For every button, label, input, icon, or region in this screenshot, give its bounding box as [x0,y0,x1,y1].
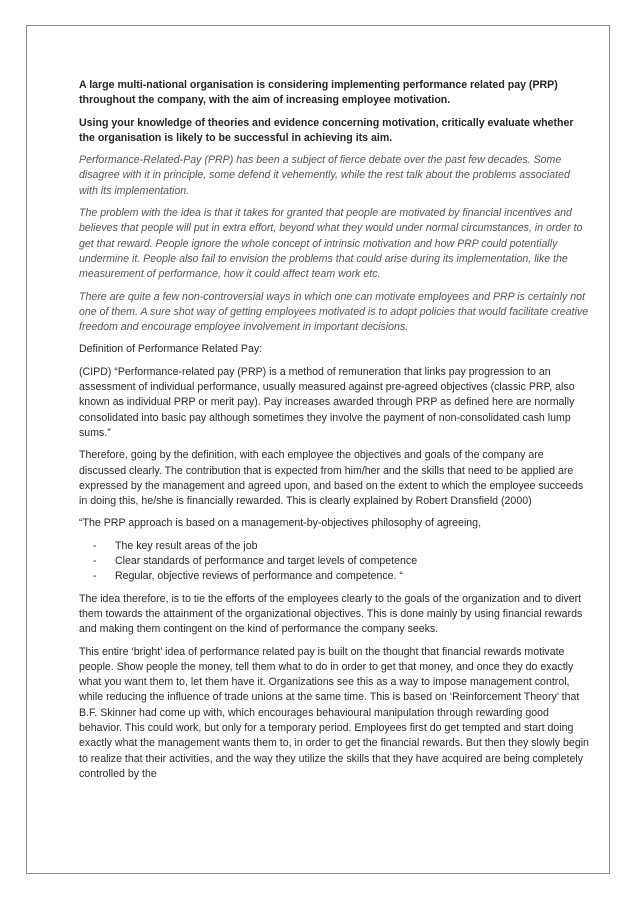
bullet-item [79,554,589,569]
definition-heading: Definition of Performance Related Pay: [79,343,263,356]
document-page [26,25,610,874]
bullet-item [79,569,589,584]
therefore-paragraph: Therefore, going by the definition, with each employee the objectives and goals of the company are discussed clearly. The contribution that is expected from him/her and the skills that need to be applied are expressed by the management and agreed upon, and based on the extent to which the employee succeeds in doing this, he/she is financially rewarded. This is clearly explained by Robert Dransfield (2000) [79,449,584,508]
bullet-text: Clear standards of performance and target levels of competence [115,555,418,568]
italic-paragraph: There are quite a few non-controversial ways in which one can motivate employees and PRP is certainly not one of them. A sure shot way of getting employees motivated is to adopt policies that would facilitate creative freedom and encourage employee involvement in important decisions. [79,290,589,334]
question-intro: A large multi-national organisation is considering implementing performance related pay (PRP) throughout the company, with the aim of increasing employee motivation. [79,79,558,107]
bright-paragraph: This entire ‘bright’ idea of performance related pay is built on the thought that financial rewards motivate people. Show people the money, tell them what to do in order to get that money, and once they do exactly what you want them to, let them have it. Organizations see this as a way to impose management control, while reducing the influence of trade unions at the same time. This is based on ‘Reinforcement Theory’ that B.F. Skinner had come up with, which encourages behavioural manipulation through rewarding good behavior. This could work, but only for a temporary period. Employees first do get tempted and start doing exactly what the management wants them to, in order to get the financial rewards. But then they slowly begin to realize that their activities, and the way they utilize the skills that they have acquired are being completely controlled by the [79,645,589,780]
prp-approach-intro: “The PRP approach is based on a management-by-objectives philosophy of agreeing, [79,517,482,530]
italic-paragraph: Performance-Related-Pay (PRP) has been a subject of fierce debate over the past few decades. Some disagree with it in principle, some defend it vehemently, while the rest talk about the problems associated with its implementation. [79,154,570,197]
bullet-text: The key result areas of the job [115,539,258,552]
cipd-quote: (CIPD) “Performance-related pay (PRP) is a method of remuneration that links pay progression to an assessment of individual performance, usually measured against pre-agreed objectives (classic PRP, also known as individual PRP or merit pay). Pay increases awarded through PRP as defined here are normally consolidated into basic pay although sometimes they involve the payment of non-consolidated cash lump sums.” [79,365,575,439]
bullet-marker: - [93,555,97,568]
idea-paragraph: The idea therefore, is to tie the efforts of the employees clearly to the goals of the organization and to divert them towards the attainment of the organizational objectives. This is done mainly by using financial rewards and making them contingent on the kind of performance the company seeks. [79,592,583,636]
bullet-marker: - [93,570,97,583]
question-task: Using your knowledge of theories and evidence concerning motivation, critically evaluate whether the organisation is likely to be successful in achieving its aim. [79,116,574,144]
bullet-item [79,539,589,554]
bullet-text: Regular, objective reviews of performance and competence. “ [115,570,403,583]
bullet-list [79,539,589,585]
bullet-marker: - [93,539,97,552]
document-body [79,78,589,789]
italic-paragraph: The problem with the idea is that it takes for granted that people are motivated by financial incentives and believes that people will put in extra effort, beyond what they would under normal circumstances, in order to get that reward. People ignore the whole concept of intrinsic motivation and how PRP could potentially undermine it. People also fail to envision the problems that could arise during its implementation, like the measurement of performance, how it could affect team work etc. [79,207,583,281]
